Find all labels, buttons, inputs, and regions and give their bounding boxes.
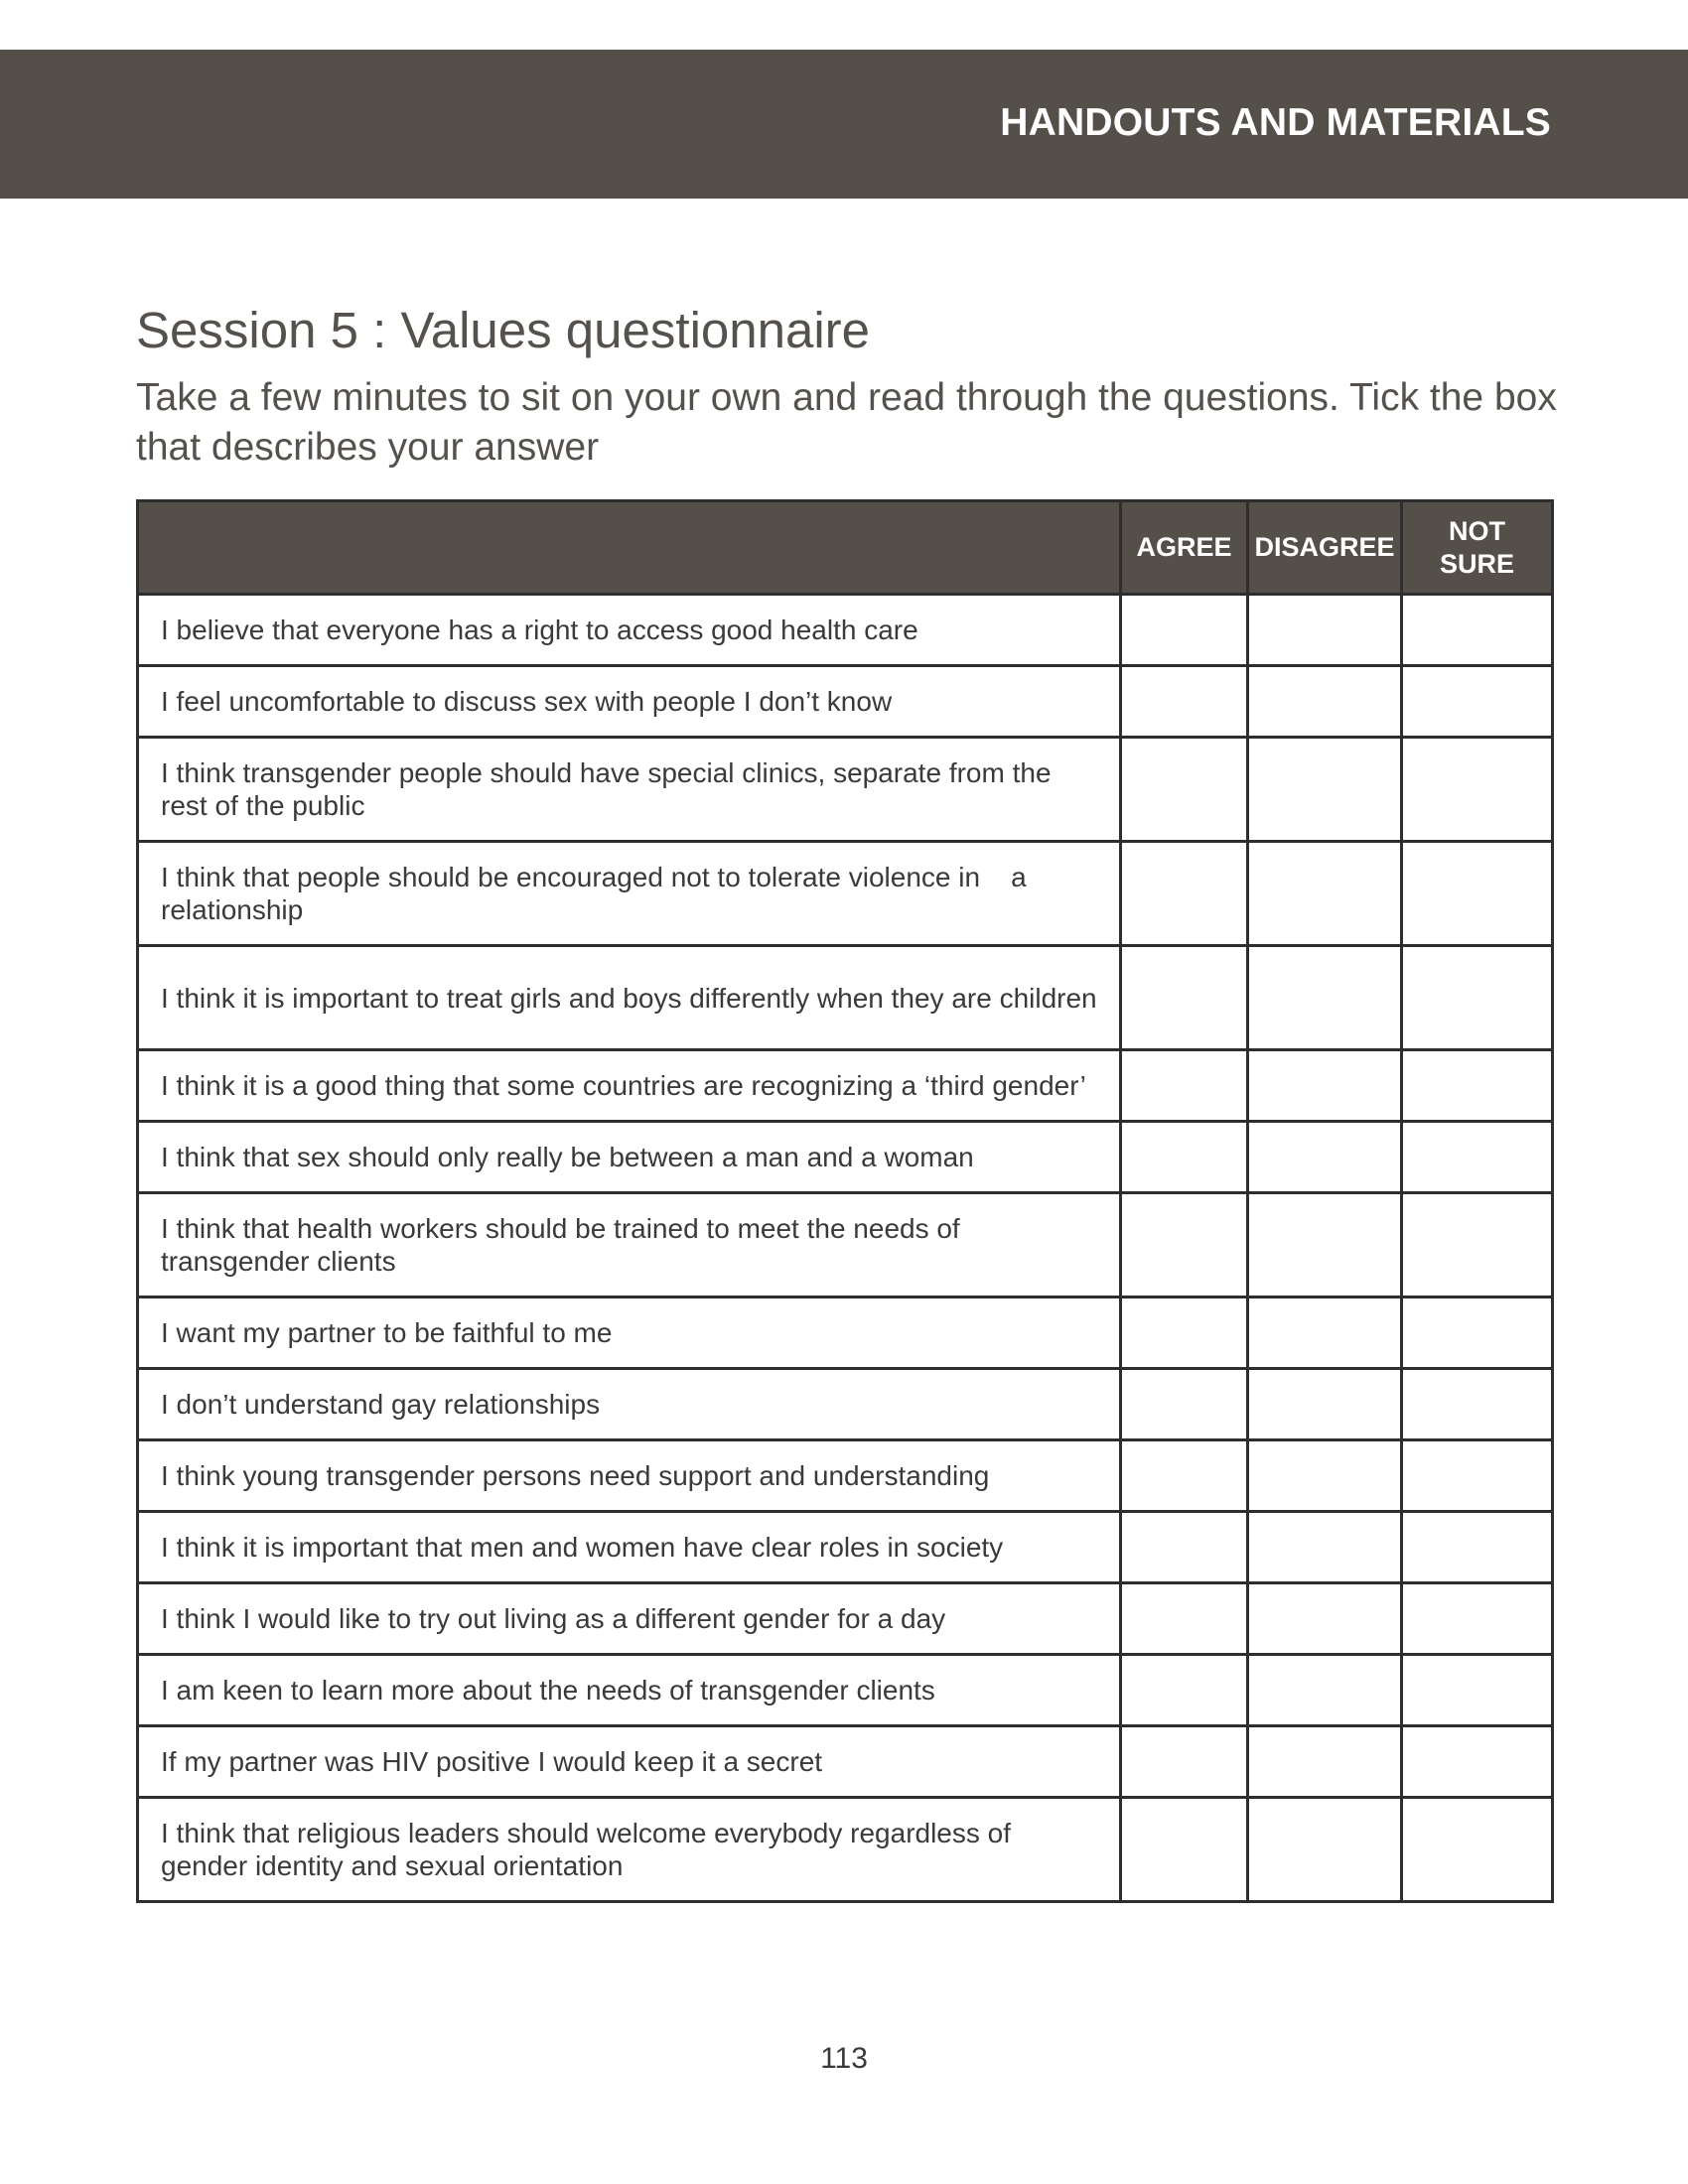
- statement-cell: I think I would like to try out living as a different gender for a day: [138, 1583, 1121, 1655]
- not-sure-checkbox[interactable]: [1402, 738, 1553, 842]
- not-sure-checkbox[interactable]: [1402, 595, 1553, 666]
- header-not-sure: [1402, 501, 1553, 595]
- disagree-checkbox[interactable]: [1248, 666, 1402, 738]
- disagree-checkbox[interactable]: [1248, 1122, 1402, 1193]
- statement-cell: I am keen to learn more about the needs of transgender clients: [138, 1655, 1121, 1726]
- statement-cell: I feel uncomfortable to discuss sex with people I don’t know: [138, 666, 1121, 738]
- disagree-checkbox[interactable]: [1248, 946, 1402, 1050]
- agree-checkbox[interactable]: [1121, 1297, 1248, 1369]
- header-not-sure-line1: NOT: [1449, 515, 1505, 546]
- disagree-checkbox[interactable]: [1248, 842, 1402, 946]
- statement-cell: I think transgender people should have special clinics, separate from the rest of the public: [138, 738, 1121, 842]
- statement-cell: I think that religious leaders should welcome everybody regardless of gender identity and sexual orientation: [138, 1798, 1121, 1902]
- instructions-text: Take a few minutes to sit on your own and read through the questions. Tick the box that describes your answer: [136, 376, 1557, 469]
- table-row: [138, 946, 1553, 1050]
- agree-checkbox[interactable]: [1121, 666, 1248, 738]
- table-row: [138, 666, 1553, 738]
- disagree-checkbox[interactable]: [1248, 1440, 1402, 1512]
- table-row: [138, 1798, 1553, 1902]
- values-questionnaire-table: [136, 499, 1554, 1903]
- statement-cell: I think that health workers should be trained to meet the needs of transgender clients: [138, 1193, 1121, 1297]
- disagree-checkbox[interactable]: [1248, 1798, 1402, 1902]
- not-sure-checkbox[interactable]: [1402, 1726, 1553, 1798]
- agree-checkbox[interactable]: [1121, 1655, 1248, 1726]
- agree-checkbox[interactable]: [1121, 595, 1248, 666]
- table-header-row: [138, 501, 1553, 595]
- statement-cell: I want my partner to be faithful to me: [138, 1297, 1121, 1369]
- table-row: [138, 1655, 1553, 1726]
- statement-cell: If my partner was HIV positive I would keep it a secret: [138, 1726, 1121, 1798]
- disagree-checkbox[interactable]: [1248, 595, 1402, 666]
- not-sure-checkbox[interactable]: [1402, 1583, 1553, 1655]
- disagree-checkbox[interactable]: [1248, 1512, 1402, 1583]
- table-row: [138, 1122, 1553, 1193]
- not-sure-checkbox[interactable]: [1402, 666, 1553, 738]
- agree-checkbox[interactable]: [1121, 1050, 1248, 1122]
- not-sure-checkbox[interactable]: [1402, 1193, 1553, 1297]
- agree-checkbox[interactable]: [1121, 1193, 1248, 1297]
- agree-checkbox[interactable]: [1121, 1583, 1248, 1655]
- not-sure-checkbox[interactable]: [1402, 1122, 1553, 1193]
- not-sure-checkbox[interactable]: [1402, 842, 1553, 946]
- disagree-checkbox[interactable]: [1248, 1655, 1402, 1726]
- header-not-sure-line2: SURE: [1439, 548, 1514, 579]
- disagree-checkbox[interactable]: [1248, 1050, 1402, 1122]
- statement-cell: I think it is important that men and women have clear roles in society: [138, 1512, 1121, 1583]
- agree-checkbox[interactable]: [1121, 1122, 1248, 1193]
- section-header-title: HANDOUTS AND MATERIALS: [1000, 101, 1551, 144]
- table-row: [138, 1297, 1553, 1369]
- disagree-checkbox[interactable]: [1248, 1369, 1402, 1440]
- not-sure-checkbox[interactable]: [1402, 1512, 1553, 1583]
- statement-cell: I don’t understand gay relationships: [138, 1369, 1121, 1440]
- table-row: [138, 1512, 1553, 1583]
- not-sure-checkbox[interactable]: [1402, 1655, 1553, 1726]
- statement-cell: I think that sex should only really be between a man and a woman: [138, 1122, 1121, 1193]
- disagree-checkbox[interactable]: [1248, 1726, 1402, 1798]
- agree-checkbox[interactable]: [1121, 1798, 1248, 1902]
- agree-checkbox[interactable]: [1121, 1440, 1248, 1512]
- table-row: [138, 1369, 1553, 1440]
- agree-checkbox[interactable]: [1121, 738, 1248, 842]
- table-row: [138, 595, 1553, 666]
- table-row: [138, 1193, 1553, 1297]
- page-number: 113: [820, 2042, 868, 2075]
- table-row: [138, 1726, 1553, 1798]
- disagree-checkbox[interactable]: [1248, 1583, 1402, 1655]
- table-row: [138, 1440, 1553, 1512]
- not-sure-checkbox[interactable]: [1402, 1798, 1553, 1902]
- not-sure-checkbox[interactable]: [1402, 1369, 1553, 1440]
- statement-cell: I think young transgender persons need support and understanding: [138, 1440, 1121, 1512]
- table-row: [138, 1583, 1553, 1655]
- header-agree: AGREE: [1121, 501, 1248, 595]
- disagree-checkbox[interactable]: [1248, 1297, 1402, 1369]
- not-sure-checkbox[interactable]: [1402, 946, 1553, 1050]
- table-row: [138, 1050, 1553, 1122]
- agree-checkbox[interactable]: [1121, 1512, 1248, 1583]
- header-disagree: DISAGREE: [1248, 501, 1402, 595]
- statement-cell: I think that people should be encouraged not to tolerate violence in a relationship: [138, 842, 1121, 946]
- statement-cell: I think it is important to treat girls and boys differently when they are children: [138, 946, 1121, 1050]
- table-row: [138, 738, 1553, 842]
- disagree-checkbox[interactable]: [1248, 1193, 1402, 1297]
- agree-checkbox[interactable]: [1121, 946, 1248, 1050]
- agree-checkbox[interactable]: [1121, 1726, 1248, 1798]
- table-row: [138, 842, 1553, 946]
- statement-cell: I believe that everyone has a right to access good health care: [138, 595, 1121, 666]
- not-sure-checkbox[interactable]: [1402, 1297, 1553, 1369]
- header-statement: [138, 501, 1121, 595]
- not-sure-checkbox[interactable]: [1402, 1440, 1553, 1512]
- disagree-checkbox[interactable]: [1248, 738, 1402, 842]
- agree-checkbox[interactable]: [1121, 1369, 1248, 1440]
- statement-cell: I think it is a good thing that some countries are recognizing a ‘third gender’: [138, 1050, 1121, 1122]
- session-title: Session 5 : Values questionnaire: [136, 302, 871, 358]
- not-sure-checkbox[interactable]: [1402, 1050, 1553, 1122]
- agree-checkbox[interactable]: [1121, 842, 1248, 946]
